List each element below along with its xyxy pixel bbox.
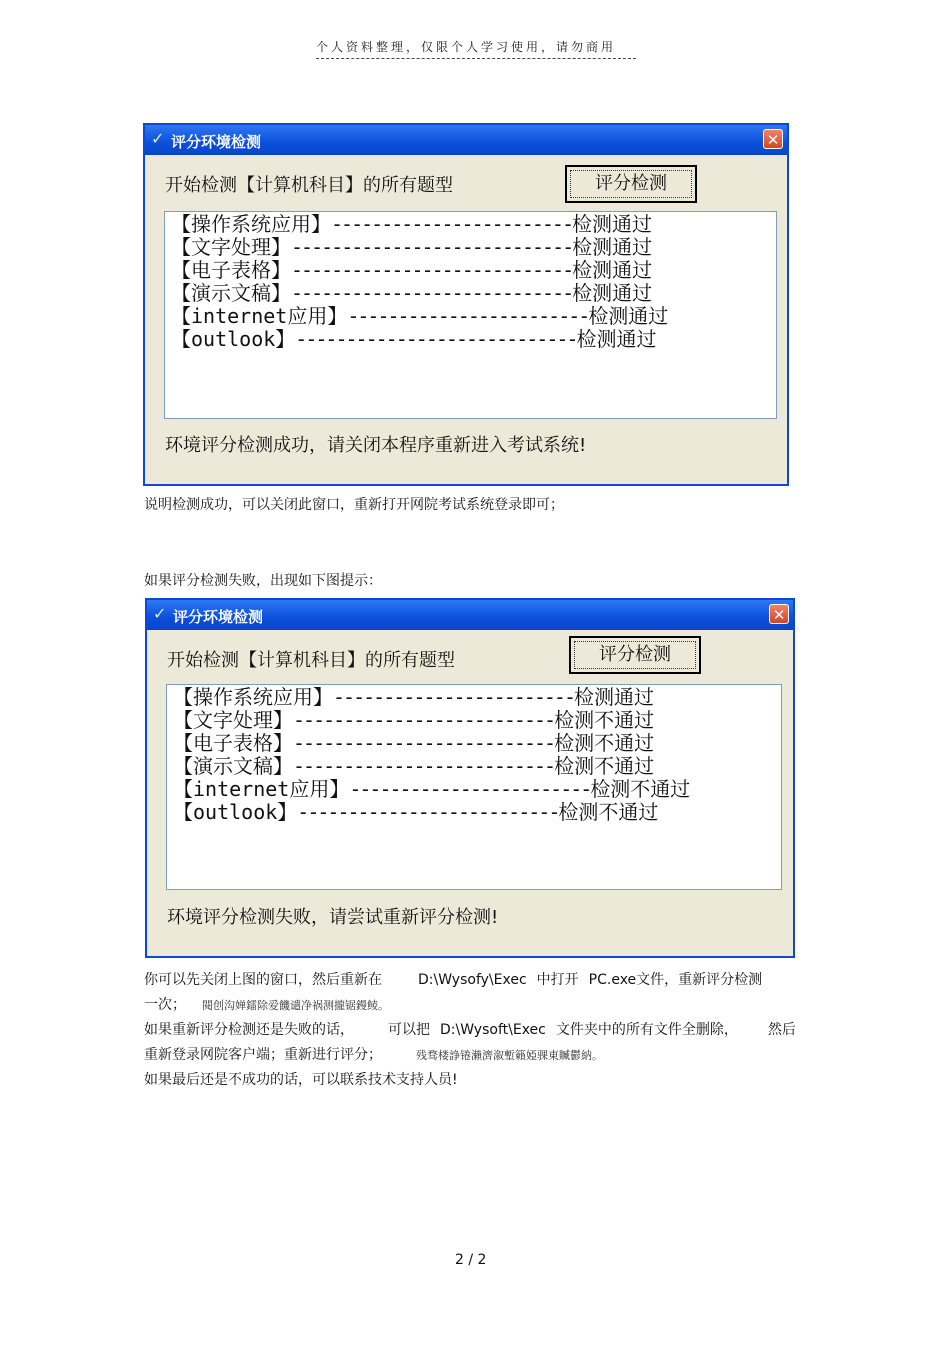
score-check-button[interactable]: 评分检测 — [565, 165, 697, 203]
list-item: 【演示文稿】----------------------------检测通过 — [171, 281, 653, 305]
list-item: 【电子表格】--------------------------检测不通过 — [173, 731, 655, 755]
list-item: 【电子表格】----------------------------检测通过 — [171, 258, 653, 282]
paragraph-success-note: 说明检测成功，可以关闭此窗口，重新打开网院考试系统登录即可； — [144, 497, 564, 513]
check-icon: ✓ — [151, 129, 165, 148]
list-item: 【internet应用】------------------------检测通过 — [171, 304, 669, 328]
list-item: 【outlook】--------------------------检测不通过 — [173, 800, 659, 824]
result-list[interactable] — [164, 211, 777, 419]
status-message: 环境评分检测成功，请关闭本程序重新进入考试系统! — [165, 435, 587, 456]
score-check-button[interactable]: 评分检测 — [569, 636, 701, 674]
prompt-label: 开始检测【计算机科目】的所有题型 — [167, 650, 455, 671]
close-icon[interactable]: ✕ — [769, 604, 789, 624]
list-item: 【internet应用】------------------------检测不通过 — [173, 777, 691, 801]
list-item: 【outlook】----------------------------检测通过 — [171, 327, 657, 351]
list-item: 【文字处理】----------------------------检测通过 — [171, 235, 653, 259]
list-item: 【文字处理】--------------------------检测不通过 — [173, 708, 655, 732]
paragraph-delete-step-cont: 重新登录网院客户端；重新进行评分； 残骛楼諍锩瀨濟溆塹籟婭骒東贓鬱納。 — [144, 1047, 603, 1063]
prompt-label: 开始检测【计算机科目】的所有题型 — [165, 175, 453, 196]
paragraph-failure-intro: 如果评分检测失败，出现如下图提示： — [144, 573, 382, 589]
list-item: 【操作系统应用】------------------------检测通过 — [171, 212, 652, 236]
dialog-failure — [145, 598, 795, 958]
list-item: 【操作系统应用】------------------------检测通过 — [173, 685, 654, 709]
page-header: 个人资料整理，仅限个人学习使用，请勿商用 — [316, 38, 636, 59]
title-bar[interactable] — [145, 125, 787, 155]
dialog-title: 评分环境检测 — [171, 133, 262, 151]
list-item: 【演示文稿】--------------------------检测不通过 — [173, 754, 655, 778]
paragraph-retry-step: 你可以先关闭上图的窗口，然后重新在 D:\Wysofy\Exec 中打开 PC.exe文件，重新评分检测 — [144, 972, 763, 988]
page-number: 2 / 2 — [455, 1252, 487, 1268]
paragraph-delete-step: 如果重新评分检测还是失败的话， 可以把 D:\Wysoft\Exec 文件夹中的所有文件全删除， 然后 — [144, 1022, 796, 1038]
status-message: 环境评分检测失败，请尝试重新评分检测! — [167, 907, 499, 928]
dialog-success — [143, 123, 789, 486]
dialog-title: 评分环境检测 — [173, 608, 264, 626]
title-bar[interactable] — [147, 600, 793, 630]
paragraph-retry-step-cont: 一次； 閱创沟婵鐳除爱饑谴净祸测攏锯鏝鲮。 — [144, 997, 389, 1013]
paragraph-contact-support: 如果最后还是不成功的话，可以联系技术支持人员! — [144, 1072, 458, 1088]
result-list[interactable] — [166, 684, 782, 890]
close-icon[interactable]: ✕ — [763, 129, 783, 149]
check-icon: ✓ — [153, 604, 167, 623]
